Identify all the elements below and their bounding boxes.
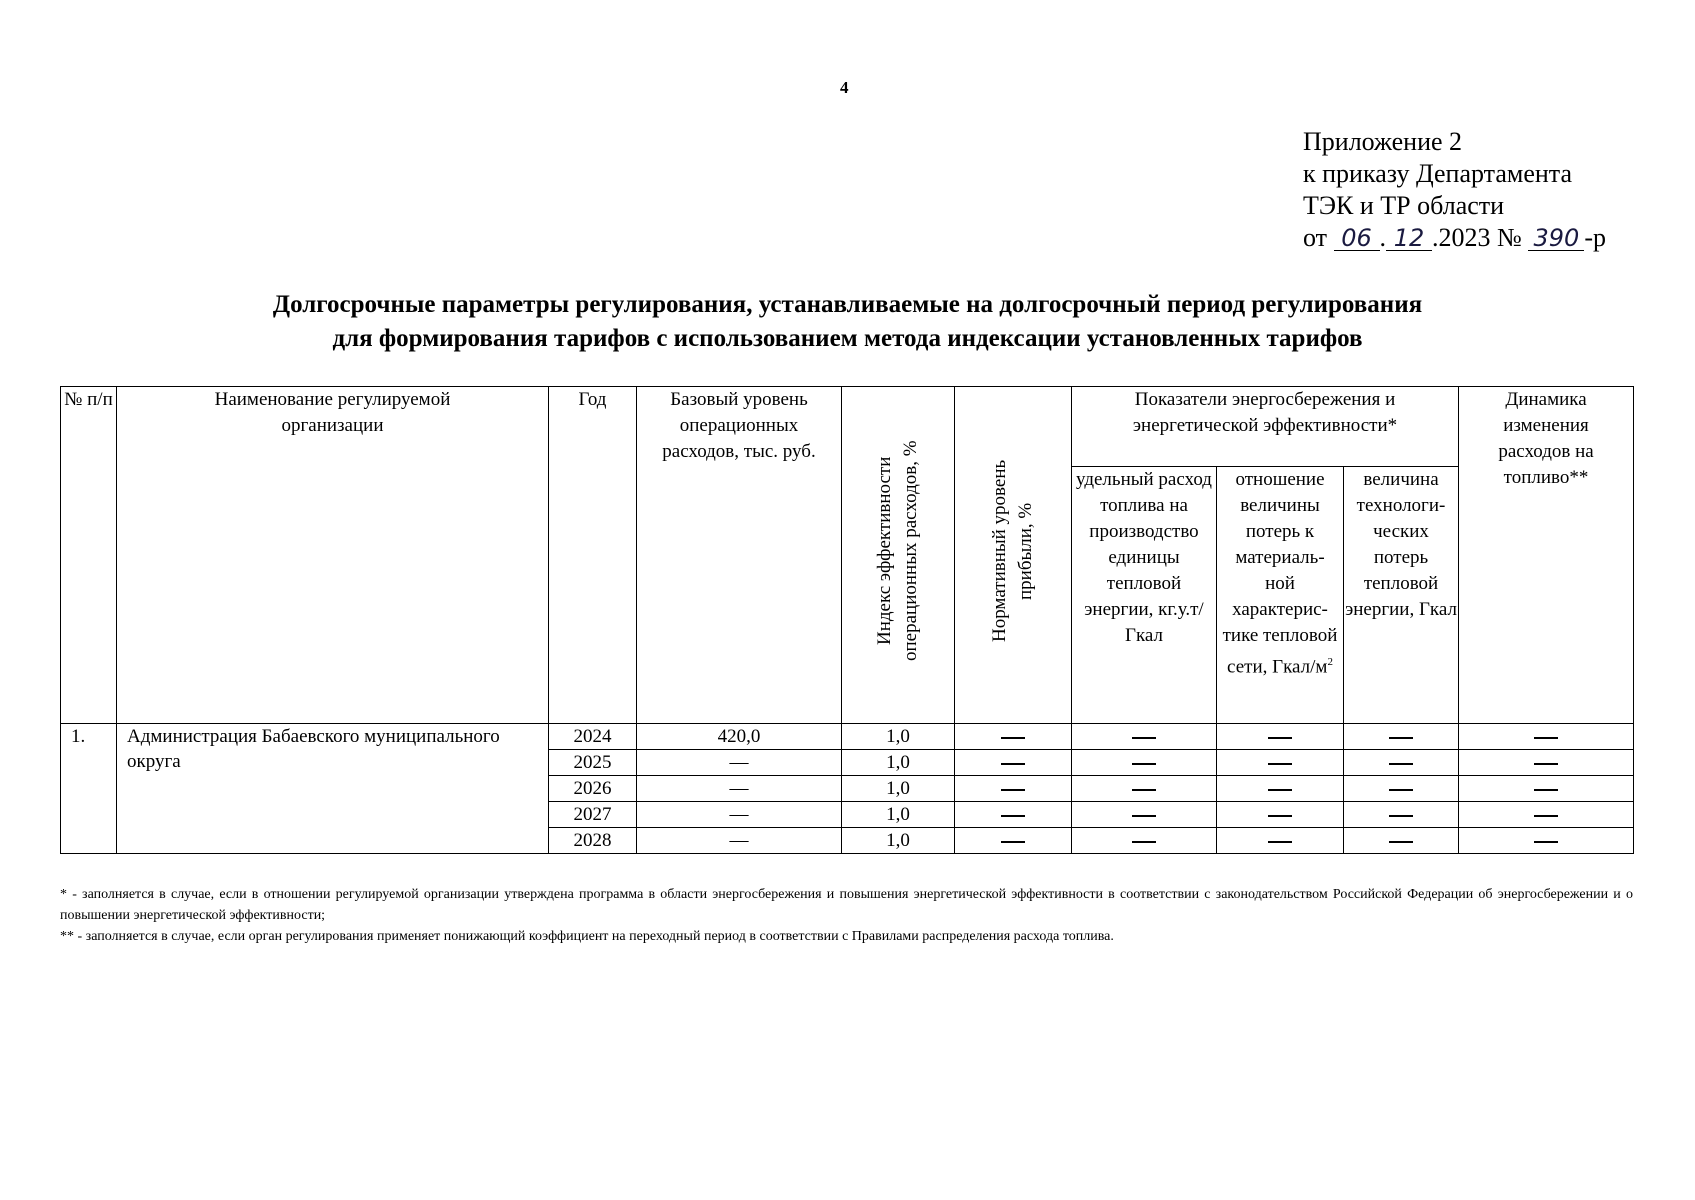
row-year: 2025 [549,750,637,776]
row-index: 1,0 [842,802,955,828]
header-energy-group: Показатели энергосбережения и энергетической эффективности* [1072,387,1459,467]
row-base: — [637,802,842,828]
row-tech-losses [1344,776,1459,802]
row-loss-ratio [1217,750,1344,776]
row-year: 2027 [549,802,637,828]
row-tech-losses [1344,828,1459,854]
row-loss-ratio [1217,776,1344,802]
row-index: 1,0 [842,828,955,854]
row-loss-ratio [1217,828,1344,854]
header-num: № п/п [61,387,117,724]
dash-icon [1534,763,1558,765]
dash-icon [1268,763,1292,765]
header-base-level: Базовый уровень операционных расходов, тыс. руб. [637,387,842,724]
header-efficiency-index-text: Индекс эффективности операционных расходов, % [874,440,921,662]
row-base: 420,0 [637,724,842,750]
row-fuel-dynamics [1459,750,1634,776]
row-fuel-rate [1072,802,1217,828]
dash-icon [1268,815,1292,817]
row-fuel-rate [1072,776,1217,802]
row-fuel-dynamics [1459,776,1634,802]
row-tech-losses [1344,802,1459,828]
dash-icon [1268,737,1292,739]
row-fuel-dynamics [1459,828,1634,854]
row-year: 2026 [549,776,637,802]
dash-icon [1001,763,1025,765]
dash-icon [1534,815,1558,817]
dash-icon [1389,815,1413,817]
order-suffix: -р [1584,223,1607,252]
date-prefix: от [1303,223,1328,252]
header-year: Год [549,387,637,724]
header-fuel-dynamics: Динамика изменения расходов на топливо** [1459,387,1634,724]
org-num: 1. [61,724,117,854]
header-profit-level [955,387,1072,724]
dash-icon [1389,763,1413,765]
row-fuel-rate [1072,750,1217,776]
footnotes [60,884,1633,947]
row-profit [955,724,1072,750]
title-line-2: для формирования тарифов с использованием метода индексации установленных тарифов [332,325,1363,352]
date-year: .2023 № [1432,223,1522,252]
row-fuel-rate [1072,724,1217,750]
row-loss-ratio [1217,724,1344,750]
row-index: 1,0 [842,724,955,750]
row-profit [955,802,1072,828]
dash-icon [1534,737,1558,739]
footnote-1: * - заполняется в случае, если в отношении регулируемой организации утверждена программа в области энергосбережения и повышения энергетической эффективности в соответствии с законодательством Российской Федерации об энергосбережении и о повышении энергетической эффективности; [60,887,1633,923]
row-year: 2024 [549,724,637,750]
document-title [0,288,1695,356]
header-fuel-rate: удельный расход топлива на производство единицы тепловой энергии, кг.у.т/Гкал [1072,467,1217,724]
row-tech-losses [1344,724,1459,750]
dash-icon [1389,737,1413,739]
header-loss-ratio [1217,467,1344,724]
appendix-line-1: Приложение 2 [1303,127,1463,156]
row-index: 1,0 [842,776,955,802]
appendix-date-line: от 06 . 12 .2023 № 390 -р [1303,223,1607,252]
row-profit [955,828,1072,854]
dash-icon [1132,737,1156,739]
dash-icon [1389,789,1413,791]
date-month: 12 [1386,226,1432,251]
dash-icon [1534,789,1558,791]
row-loss-ratio [1217,802,1344,828]
dash-icon [1132,841,1156,843]
header-loss-ratio-sup: 2 [1327,656,1333,668]
dash-icon [1268,841,1292,843]
dash-icon [1001,841,1025,843]
header-efficiency-index [842,387,955,724]
org-name: Администрация Бабаевского муниципального округа [117,724,549,854]
dash-icon [1132,763,1156,765]
table-row [61,724,1634,750]
row-profit [955,776,1072,802]
row-tech-losses [1344,750,1459,776]
title-line-1: Долгосрочные параметры регулирования, устанавливаемые на долгосрочный период регулирования [272,291,1423,318]
row-base: — [637,750,842,776]
row-fuel-rate [1072,828,1217,854]
row-base: — [637,776,842,802]
appendix-line-3: ТЭК и ТР области [1303,191,1505,220]
header-profit-level-text: Нормативный уровень прибыли, % [989,459,1036,643]
dash-icon [1001,789,1025,791]
row-index: 1,0 [842,750,955,776]
row-base: — [637,828,842,854]
dash-icon [1389,841,1413,843]
header-org: Наименование регулируемой организации [117,387,549,724]
header-tech-losses: величина технологи-ческих потерь тепловой энергии, Гкал [1344,467,1459,724]
dash-icon [1001,737,1025,739]
date-day: 06 [1334,226,1380,251]
footnote-2: ** - заполняется в случае, если орган регулирования применяет понижающий коэффициент на переходный период в соответствии с Правилами распределения расхода топлива. [60,929,1114,944]
appendix-line-2: к приказу Департамента [1303,159,1573,188]
page-number: 4 [840,78,849,97]
row-profit [955,750,1072,776]
order-number: 390 [1528,226,1584,251]
parameters-table [60,386,1634,854]
dash-icon [1534,841,1558,843]
dash-icon [1268,789,1292,791]
row-fuel-dynamics [1459,802,1634,828]
dash-icon [1132,789,1156,791]
row-fuel-dynamics [1459,724,1634,750]
appendix-block [1303,126,1606,254]
dash-icon [1132,815,1156,817]
row-year: 2028 [549,828,637,854]
dash-icon [1001,815,1025,817]
header-loss-ratio-text: отношение величины потерь к материаль-ной характерис-тике тепловой сети, Гкал/м [1222,469,1338,678]
